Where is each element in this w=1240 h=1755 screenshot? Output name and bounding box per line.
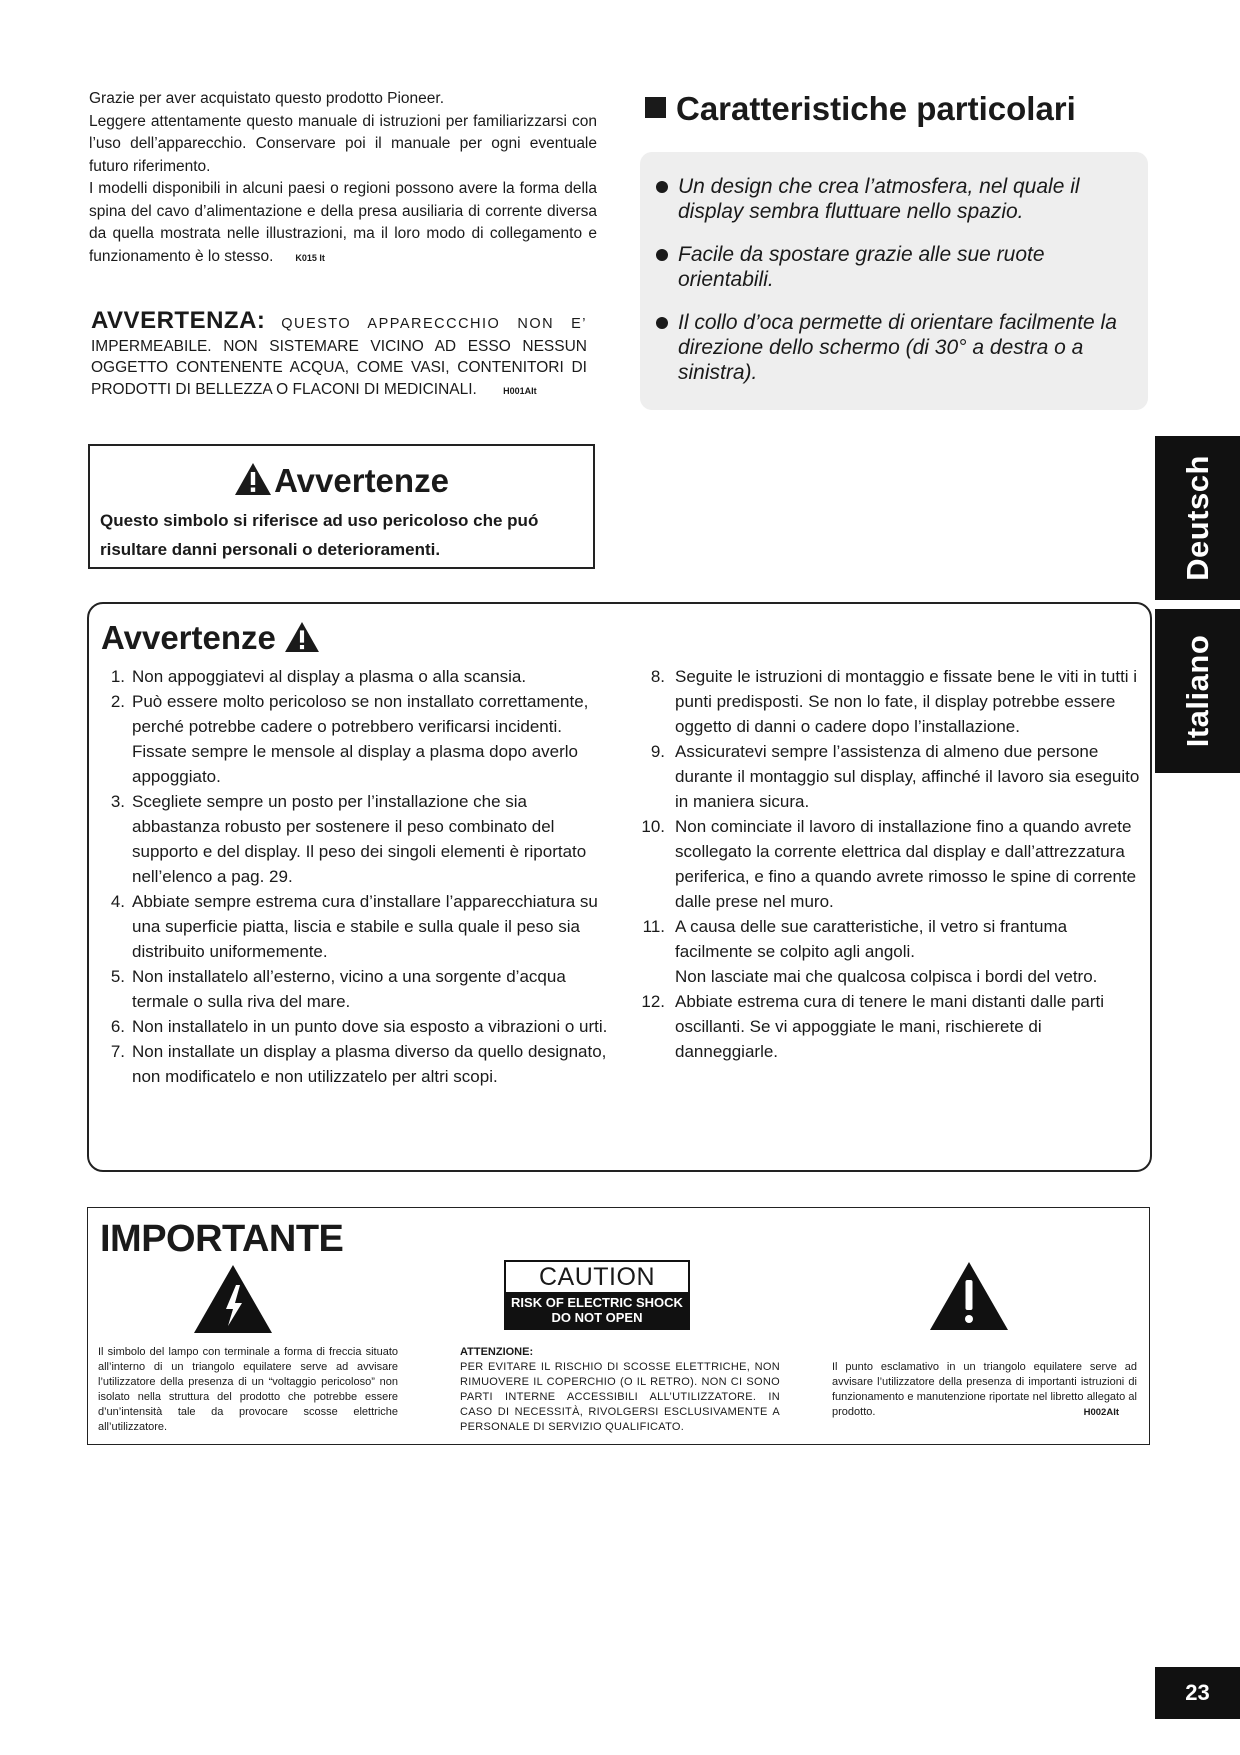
- warning-item-text: Può essere molto pericoloso se non installato correttamente, perché potrebbe cadere o potrebbero verificarsi incidenti. Fissate sempre le mensole al display a plasma dopo averlo appoggiato.: [132, 692, 589, 786]
- page-number: 23: [1155, 1667, 1240, 1719]
- symbol-box-title-text: Avvertenze: [274, 462, 449, 499]
- caution-risk-line-2: DO NOT OPEN: [551, 1310, 643, 1325]
- language-tab-deutsch-label: Deutsch: [1179, 455, 1215, 581]
- water-warning-text: IMPERMEABILE. NON SISTEMARE VICINO AD ESSO NESSUN OGGETTO CONTENENTE ACQUA, COME VASI, CONTENITORI DI PRODOTTI DI BELLEZZA O FLACONI DI MEDICINALI.: [91, 337, 587, 398]
- feature-item: Un design che crea l’atmosfera, nel quale il display sembra fluttuare nello spazio.: [654, 174, 1138, 224]
- intro-text: [89, 88, 597, 269]
- warnings-title-text: Avvertenze: [101, 619, 276, 656]
- attenzione-notice: [460, 1345, 780, 1435]
- attenzione-heading: ATTENZIONE:: [460, 1346, 534, 1358]
- importante-title: IMPORTANTE: [100, 1218, 344, 1260]
- intro-paragraph-3: [89, 178, 597, 269]
- attenzione-text: PER EVITARE IL RISCHIO DI SCOSSE ELETTRICHE, NON RIMUOVERE IL COPERCHIO (O IL RETRO). NON CI SONO PARTI INTERNE ACCESSIBILI ALL’UTILIZZATORE. IN CASO DI NECESSITÀ, RIVOLGERSI ESCLUSIVAMENTE A PERSONALE DI SERVIZIO QUALIFICATO.: [460, 1361, 780, 1433]
- warning-item: [635, 814, 1149, 914]
- water-warning-code: H001AIt: [503, 385, 537, 396]
- warning-item-text: Non installatelo in un punto dove sia esposto a vibrazioni o urti.: [132, 1017, 608, 1036]
- warning-item-number: 4.: [110, 892, 125, 911]
- language-tab-italiano-label: Italiano: [1179, 634, 1215, 748]
- warnings-box: [87, 602, 1152, 1172]
- warning-item-text: A causa delle sue caratteristiche, il vetro si frantuma facilmente se colpito agli angoli.: [675, 917, 1068, 961]
- warning-item-number: 12.: [641, 992, 665, 1011]
- warning-item-number: 3.: [110, 792, 125, 811]
- warnings-title: [101, 618, 320, 658]
- features-panel: [640, 152, 1148, 410]
- language-tab-italiano[interactable]: [1155, 609, 1240, 773]
- warning-item: [97, 889, 617, 964]
- symbol-box-title: [90, 462, 593, 500]
- exclamation-symbol-explanation: [832, 1360, 1137, 1420]
- warning-triangle-icon: [284, 621, 320, 653]
- warning-item: [97, 964, 617, 1014]
- warning-item-text: Seguite le istruzioni di montaggio e fissate bene le viti in tutti i punti predisposti. Se non lo fate, il display potrebbe essere oggetto di danni o cadere dopo l’installazione.: [675, 667, 1138, 736]
- warning-item-number: 5.: [110, 967, 125, 986]
- warning-item-text: Abbiate estrema cura di tenere le mani distanti dalle parti oscillanti. Se vi appoggiate le mani, rischierete di danneggiarle.: [675, 992, 1105, 1061]
- intro-paragraph-2: Leggere attentamente questo manuale di istruzioni per familiarizzarsi con l’uso dell’apparecchio. Conservare poi il manuale per ogni eventuale futuro riferimento.: [89, 112, 597, 175]
- warning-item: [97, 789, 617, 889]
- language-tab-deutsch[interactable]: [1155, 436, 1240, 600]
- exclamation-triangle-icon: [928, 1260, 1010, 1332]
- feature-item: Il collo d’oca permette di orientare facilmente la direzione dello schermo (di 30° a destra o a sinistra).: [654, 310, 1138, 385]
- lightning-triangle-icon: [192, 1263, 274, 1335]
- water-warning-lead: AVVERTENZA:: [91, 307, 266, 334]
- importante-box: [87, 1207, 1150, 1445]
- warning-item-text: Non cominciate il lavoro di installazione fino a quando avrete scollegato la corrente elettrica dal display e dall’attrezzatura periferica, e fino a quando avrete rimosso le spine di corrente dalle prese nel muro.: [675, 817, 1137, 911]
- warning-item-number: 8.: [650, 667, 665, 686]
- intro-code: K015 It: [295, 252, 325, 263]
- caution-risk-text: [506, 1292, 688, 1328]
- warning-item: [635, 914, 1149, 989]
- caution-risk-line-1: RISK OF ELECTRIC SHOCK: [511, 1295, 683, 1310]
- caution-label: [504, 1260, 690, 1330]
- warning-item-text: Non installatelo all’esterno, vicino a una sorgente d’acqua termale o sulla riva del mare.: [132, 967, 566, 1011]
- warning-item-number: 10.: [641, 817, 665, 836]
- warning-item-extra: Non lasciate mai che qualcosa colpisca i bordi del vetro.: [675, 967, 1098, 986]
- lightning-symbol-explanation: Il simbolo del lampo con terminale a forma di freccia situato all’interno di un triangolo equilatere serve ad avvisare l’utilizzatore della presenza di un “voltaggio pericoloso” non isolato nella struttura del prodotto che potrebbe essere d’un’intensità tale da provocare scosse elettriche all’utilizzatore.: [98, 1346, 398, 1433]
- warning-item: [97, 689, 617, 789]
- warning-item: [635, 739, 1149, 814]
- symbol-explanation-box: [88, 444, 595, 569]
- warning-item: [97, 1039, 617, 1089]
- importante-code: H002AIt: [1083, 1407, 1119, 1418]
- warning-item: [635, 989, 1149, 1064]
- warning-item-number: 1.: [110, 667, 125, 686]
- features-title: [645, 88, 1076, 130]
- warning-item-text: Non appoggiatevi al display a plasma o alla scansia.: [132, 667, 527, 686]
- intro-paragraph-3-text: I modelli disponibili in alcuni paesi o regioni possono avere la forma della spina del cavo d’alimentazione e della presa ausiliaria di corrente diversa da quella mostrata nelle illustrazioni, ma il loro modo di collegamento e funzionamento è lo stesso.: [89, 180, 597, 265]
- water-warning: [91, 307, 588, 402]
- warning-item: [97, 1014, 617, 1039]
- warning-item-number: 6.: [110, 1017, 125, 1036]
- square-bullet-icon: [645, 97, 666, 118]
- feature-item: Facile da spostare grazie alle sue ruote orientabili.: [654, 242, 1138, 292]
- features-title-text: Caratteristiche particolari: [676, 90, 1076, 127]
- warnings-right-column: [635, 664, 1149, 1064]
- warning-item-number: 2.: [110, 692, 125, 711]
- warning-item: [97, 664, 617, 689]
- warning-item-text: Scegliete sempre un posto per l’installazione che sia abbastanza robusto per sostenere il peso combinato del supporto e del display. Il peso dei singoli elementi è riportato nell’elenco a pag. 29.: [132, 792, 587, 886]
- warning-item-number: 7.: [110, 1042, 125, 1061]
- warning-item-text: Non installate un display a plasma diverso da quello designato, non modificatelo e non utilizzatelo per altri scopi.: [132, 1042, 607, 1086]
- intro-paragraph-1: Grazie per aver acquistato questo prodotto Pioneer.: [89, 90, 444, 107]
- warning-item: [635, 664, 1149, 739]
- warning-item-text: Assicuratevi sempre l’assistenza di almeno due persone durante il montaggio sul display, affinché il lavoro sia eseguito in maniera sicura.: [675, 742, 1140, 811]
- warning-item-number: 9.: [650, 742, 665, 761]
- water-warning-first-line: QUESTO APPARECCCHIO NON E’: [281, 316, 588, 332]
- warning-item-text: Abbiate sempre estrema cura d’installare l’apparecchiatura su una superficie piatta, liscia e stabile e sulla quale il peso sia distribuito uniformemente.: [132, 892, 598, 961]
- symbol-box-text: Questo simbolo si riferisce ad uso pericoloso che puó risultare danni personali o deterioramenti.: [100, 511, 539, 559]
- exclamation-symbol-text: Il punto esclamativo in un triangolo equilatere serve ad avvisare l’utilizzatore della presenza di importanti istruzioni di funzionamento e manutenzione riportate nel libretto allegato al prodotto.: [832, 1361, 1137, 1418]
- warning-triangle-icon: [234, 462, 272, 496]
- warnings-left-column: [97, 664, 617, 1089]
- warning-item-number: 11.: [642, 917, 665, 936]
- caution-title: CAUTION: [539, 1263, 655, 1291]
